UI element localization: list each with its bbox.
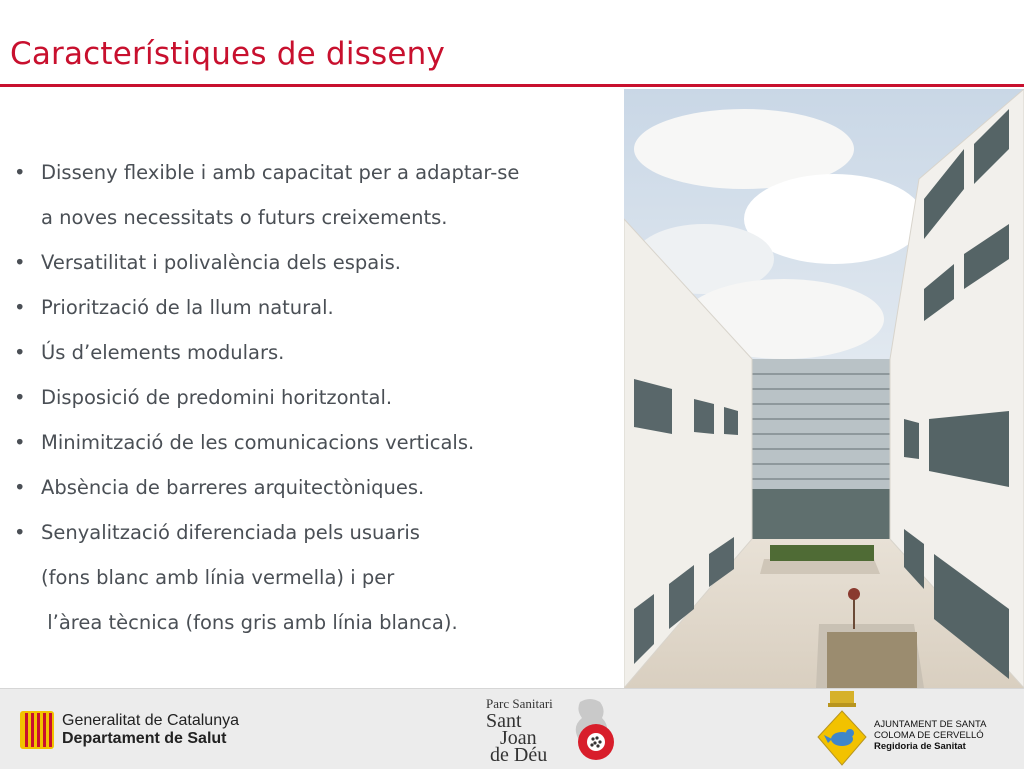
bullet-text: Disseny flexible i amb capacitat per a adaptar-se xyxy=(41,161,520,184)
bullet-item xyxy=(14,510,614,555)
municipal-coat-of-arms-icon xyxy=(814,689,870,769)
bullet-text: Priorització de la llum natural. xyxy=(41,296,334,319)
bullet-continuation: a noves necessitats o futurs creixements. xyxy=(41,206,448,229)
ajuntament-line1: AJUNTAMENT DE SANTA xyxy=(874,719,987,730)
bullet-item xyxy=(14,375,614,420)
pomegranate-emblem-icon xyxy=(566,698,618,764)
bullet-marker: • xyxy=(14,251,26,274)
bullet-continuation: (fons blanc amb línia vermella) i per xyxy=(41,566,395,589)
bullet-text: Absència de barreres arquitectòniques. xyxy=(41,476,425,499)
bullet-text: Minimització de les comunicacions verticals. xyxy=(41,431,475,454)
bullet-item xyxy=(14,285,614,330)
footer-bar xyxy=(0,688,1024,769)
generalitat-text xyxy=(62,712,239,748)
generalitat-logo xyxy=(20,711,260,751)
psj-line-de-deu: de Déu xyxy=(490,744,548,766)
bullet-text: Versatilitat i polivalència dels espais. xyxy=(41,251,402,274)
parc-sanitari-label: Parc Sanitari xyxy=(486,696,553,711)
senyera-icon xyxy=(20,711,54,749)
sant-joan-de-deu-label xyxy=(486,710,548,766)
bullet-text: Disposició de predomini horitzontal. xyxy=(41,386,393,409)
bullet-list xyxy=(14,150,614,645)
ajuntament-line3: Regidoria de Sanitat xyxy=(874,741,966,752)
bullet-marker: • xyxy=(14,296,26,319)
bullet-item xyxy=(14,420,614,465)
ajuntament-logo xyxy=(812,689,1024,769)
bullet-item xyxy=(14,465,614,510)
slide-title: Característiques de disseny xyxy=(10,36,445,72)
ajuntament-text xyxy=(874,719,986,752)
parc-sanitari-logo xyxy=(484,694,624,766)
bullet-item xyxy=(14,240,614,285)
psj-line-sant: Sant xyxy=(486,710,522,732)
bullet-item xyxy=(14,150,614,195)
bullet-marker: • xyxy=(14,341,26,364)
bullet-marker: • xyxy=(14,386,26,409)
bullet-continuation: l’àrea tècnica (fons gris amb línia blanca). xyxy=(41,611,458,634)
bullet-item xyxy=(14,330,614,375)
bullet-marker: • xyxy=(14,521,26,544)
bullet-marker: • xyxy=(14,431,26,454)
courtyard-building-photo xyxy=(624,89,1024,688)
bullet-text: Ús d’elements modulars. xyxy=(41,341,285,364)
generalitat-name: Generalitat de Catalunya xyxy=(62,712,239,729)
bullet-text: Senyalització diferenciada pels usuaris xyxy=(41,521,420,544)
department-name: Departament de Salut xyxy=(62,730,227,747)
psj-line-joan: Joan xyxy=(500,727,537,749)
title-underline xyxy=(0,84,1024,87)
bullet-marker: • xyxy=(14,476,26,499)
ajuntament-line2: COLOMA DE CERVELLÓ xyxy=(874,730,984,741)
bullet-marker: • xyxy=(14,161,26,184)
